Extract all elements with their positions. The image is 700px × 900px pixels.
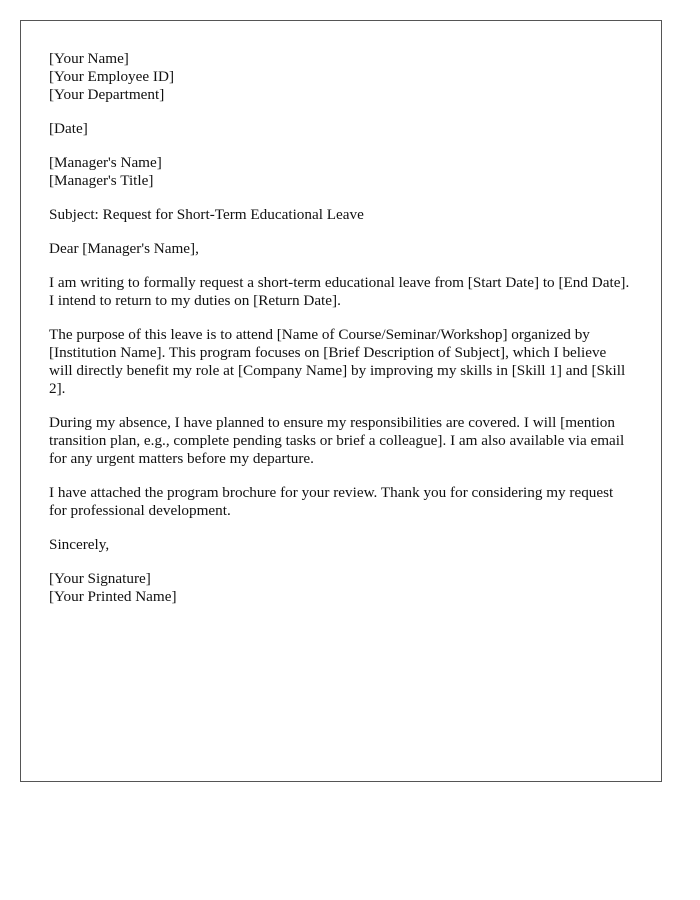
letter-date: [Date] xyxy=(49,120,88,137)
sender-block xyxy=(49,50,633,104)
recipient-title: [Manager's Title] xyxy=(49,172,154,189)
body-paragraph-2: The purpose of this leave is to attend [Name of Course/Seminar/Workshop] organized by [Institution Name]. This program focuses on [Brief Description of Subject], which I believe will directly benefit my role at [Company Name] by improving my skills in [Skill 1] and [Skill 2]. xyxy=(49,326,626,397)
signature-block xyxy=(49,570,633,606)
letter-document xyxy=(20,20,662,782)
printed-name: [Your Printed Name] xyxy=(49,588,177,605)
recipient-block xyxy=(49,154,633,190)
body-paragraph-3: During my absence, I have planned to ensure my responsibilities are covered. I will [mention transition plan, e.g., complete pending tasks or brief a colleague]. I am also available via email for any urgent matters before my departure. xyxy=(49,414,625,467)
sender-name: [Your Name] xyxy=(49,50,129,67)
subject-line: Subject: Request for Short-Term Educational Leave xyxy=(49,206,364,223)
recipient-name: [Manager's Name] xyxy=(49,154,162,171)
sender-employee-id: [Your Employee ID] xyxy=(49,68,174,85)
body-paragraph-4: I have attached the program brochure for your review. Thank you for considering my request for professional development. xyxy=(49,484,614,519)
closing-block xyxy=(49,536,633,554)
salutation: Dear [Manager's Name], xyxy=(49,240,199,257)
subject-block xyxy=(49,206,633,224)
body-paragraph-1: I am writing to formally request a short-term educational leave from [Start Date] to [End Date]. I intend to return to my duties on [Return Date]. xyxy=(49,274,630,309)
sender-department: [Your Department] xyxy=(49,86,165,103)
date-block xyxy=(49,120,633,138)
closing: Sincerely, xyxy=(49,536,110,553)
signature-placeholder: [Your Signature] xyxy=(49,570,151,587)
salutation-block xyxy=(49,240,633,258)
